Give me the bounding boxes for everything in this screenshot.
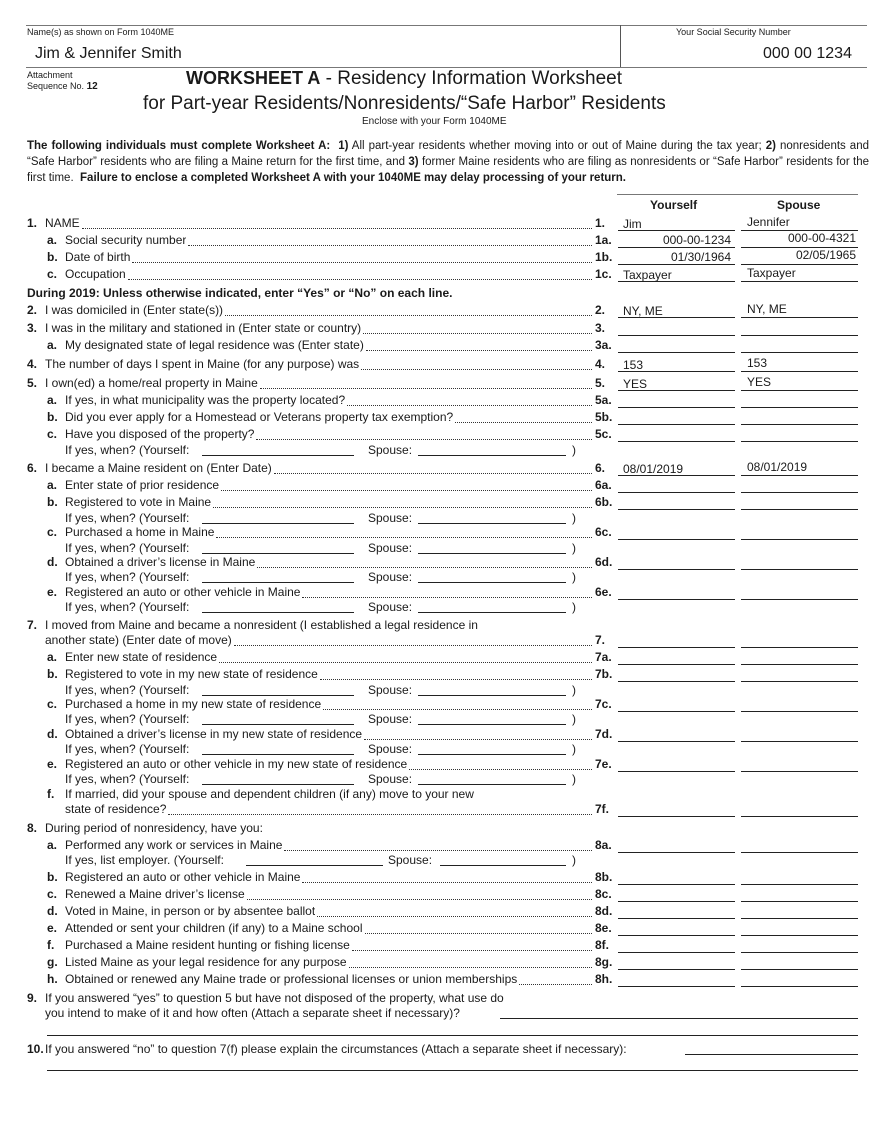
yourself-field-l6e[interactable]	[618, 599, 735, 600]
line-number-l6e: 6e.	[595, 585, 612, 599]
when-yourself-field[interactable]	[202, 784, 354, 785]
yourself-value-l1a: 000-00-1234	[662, 233, 731, 247]
line-lead-l1c: c.	[47, 267, 58, 281]
dot-leader	[260, 376, 592, 389]
line-text-l1c: Occupation	[65, 267, 126, 281]
ssn-label: Your Social Security Number	[676, 27, 791, 37]
line-lead-l8d: d.	[47, 904, 58, 918]
when-yourself-field[interactable]	[202, 754, 354, 755]
line-number-l8c: 8c.	[595, 887, 612, 901]
names-label: Name(s) as shown on Form 1040ME	[27, 27, 175, 37]
spouse-field-l6c[interactable]	[741, 539, 858, 540]
spouse-label: Spouse:	[368, 683, 413, 697]
close-paren: )	[572, 712, 576, 726]
line-number-l5a: 5a.	[595, 393, 612, 407]
line-lead-l7d: d.	[47, 727, 58, 741]
line-lead-l6c: c.	[47, 525, 58, 539]
line-lead-l8a: a.	[47, 838, 58, 852]
line10-answer-field-2[interactable]	[47, 1070, 858, 1071]
yourself-field-l7e[interactable]	[618, 771, 735, 772]
intro-t1: All part-year residents whether moving into or out of Maine during the tax year;	[348, 140, 762, 152]
when-label: If yes, when? (Yourself:	[65, 742, 190, 756]
spouse-value-l1b: 02/05/1965	[795, 248, 856, 262]
line-text-l8f: Purchased a Maine resident hunting or fishing license	[65, 938, 350, 952]
spouse-field-l7c[interactable]	[741, 711, 858, 712]
line-text-l8h: Obtained or renewed any Maine trade or professional licenses or union memberships	[65, 972, 518, 986]
dot-leader	[257, 555, 592, 568]
line-lead-l7a: a.	[47, 650, 58, 664]
spouse-value-l2: NY, ME	[747, 302, 787, 316]
dot-leader	[519, 972, 592, 985]
spouse-field-l3[interactable]	[741, 335, 858, 336]
spouse-label: Spouse:	[368, 772, 413, 786]
when-yourself-field[interactable]	[202, 582, 354, 583]
dot-leader	[213, 495, 592, 508]
spouse-value-l4: 153	[747, 356, 768, 370]
line-text-l5: I own(ed) a home/real property in Maine	[45, 376, 258, 390]
line-text-l6: I became a Maine resident on (Enter Date)	[45, 461, 272, 475]
close-paren: )	[572, 511, 576, 525]
enclose-note: Enclose with your Form 1040ME	[362, 116, 507, 127]
line-number-l1c: 1c.	[595, 267, 612, 281]
when-label: If yes, when? (Yourself:	[65, 541, 190, 555]
intro-t2: nonresidents and “Safe Harbor” residents who are filing a Maine return for the first time, and	[27, 140, 869, 168]
dot-leader	[302, 585, 592, 598]
line-lead-l8g: g.	[47, 955, 58, 969]
spouse-label: Spouse:	[368, 600, 413, 614]
yourself-value-l1: Jim	[623, 217, 642, 231]
dot-leader	[361, 357, 592, 370]
sequence-label-text: Sequence No.	[27, 81, 85, 91]
when-label: If yes, when? (Yourself:	[65, 511, 190, 525]
yourself-field-l5c[interactable]	[618, 441, 735, 442]
line-number-l3a: 3a.	[595, 338, 612, 352]
when-yourself-field[interactable]	[202, 612, 354, 613]
line-lead-l2: 2.	[27, 303, 38, 317]
dot-leader	[216, 525, 592, 538]
spouse-field-l4[interactable]	[741, 371, 858, 372]
close-paren: )	[572, 600, 576, 614]
dot-leader	[284, 838, 592, 851]
line-number-l8b: 8b.	[595, 870, 613, 884]
line-text-l7f: state of residence?	[65, 802, 167, 816]
intro-n1: 1)	[338, 140, 349, 152]
dot-leader	[320, 667, 592, 680]
title-rest: - Residency Information Worksheet	[320, 68, 623, 89]
spouse-field-l3a[interactable]	[741, 352, 858, 353]
line-lead-l4: 4.	[27, 357, 38, 371]
line7-text-part1: I moved from Maine and became a nonresident (I established a legal residence in	[45, 618, 478, 632]
line10-answer-field[interactable]	[685, 1054, 858, 1055]
line9-text-part1: If you answered “yes” to question 5 but have not disposed of the property, what use do	[45, 991, 504, 1005]
yourself-value-l4: 153	[623, 358, 644, 372]
when-yourself-field[interactable]	[246, 865, 383, 866]
line-text-l3a: My designated state of legal residence was (Enter state)	[65, 338, 364, 352]
dot-leader	[349, 955, 593, 968]
line-number-l2: 2.	[595, 303, 606, 317]
spouse-field-l7a[interactable]	[741, 664, 858, 665]
line-number-l7b: 7b.	[595, 667, 613, 681]
line-number-l6d: 6d.	[595, 555, 613, 569]
spouse-label: Spouse:	[368, 443, 413, 457]
yourself-field-l8h[interactable]	[618, 986, 735, 987]
dot-leader	[317, 904, 592, 917]
line-text-l8b: Registered an auto or other vehicle in Maine	[65, 870, 301, 884]
line-number-l5c: 5c.	[595, 427, 612, 441]
line-lead-l8b: b.	[47, 870, 58, 884]
yourself-value-l1c: Taxpayer	[623, 268, 672, 282]
line-number-l6c: 6c.	[595, 525, 612, 539]
spouse-field-l7f[interactable]	[741, 816, 858, 817]
yourself-field-l8b[interactable]	[618, 884, 735, 885]
line-lead-l7c: c.	[47, 697, 58, 711]
line-text-l7a: Enter new state of residence	[65, 650, 218, 664]
yourself-field-l8a[interactable]	[618, 852, 735, 853]
dot-leader	[132, 250, 592, 263]
yourself-field-l8e[interactable]	[618, 935, 735, 936]
line-number-l7: 7.	[595, 633, 606, 647]
dot-leader	[221, 478, 592, 491]
spouse-field-l7d[interactable]	[741, 741, 858, 742]
yourself-field-l8c[interactable]	[618, 901, 735, 902]
close-paren: )	[572, 742, 576, 756]
line-number-l7c: 7c.	[595, 697, 612, 711]
line-text-l6b: Registered to vote in Maine	[65, 495, 212, 509]
yourself-field-l7d[interactable]	[618, 741, 735, 742]
spouse-field-l6a[interactable]	[741, 492, 858, 493]
line-text-l7b: Registered to vote in my new state of residence	[65, 667, 318, 681]
intro-n3: 3)	[408, 156, 419, 168]
close-paren: )	[572, 443, 576, 457]
spouse-value-l1a: 000-00-4321	[787, 231, 856, 245]
line-number-l8g: 8g.	[595, 955, 613, 969]
line-text-l8d: Voted in Maine, in person or by absentee ballot	[65, 904, 316, 918]
spouse-field-l8h[interactable]	[741, 986, 858, 987]
when-label: If yes, when? (Yourself:	[65, 600, 190, 614]
dot-leader	[455, 410, 592, 423]
yourself-field-l5a[interactable]	[618, 407, 735, 408]
yourself-field-l3[interactable]	[618, 335, 735, 336]
line-text-l2: I was domiciled in (Enter state(s))	[45, 303, 224, 317]
spouse-field-l8c[interactable]	[741, 901, 858, 902]
intro-n2: 2)	[765, 140, 776, 152]
line-lead-l7: 7.	[27, 618, 38, 632]
ssn-field[interactable]: 000 00 1234	[763, 45, 852, 62]
line-lead-l8f: f.	[47, 938, 55, 952]
dot-leader	[219, 650, 592, 663]
close-paren: )	[572, 683, 576, 697]
intro-bold: The following individuals must complete Worksheet A:	[27, 140, 331, 152]
when-spouse-field[interactable]	[418, 695, 566, 696]
when-spouse-field[interactable]	[418, 523, 566, 524]
when-yourself-field[interactable]	[202, 695, 354, 696]
column-spouse: Spouse	[777, 198, 821, 212]
dot-leader	[347, 393, 592, 406]
line-number-l4: 4.	[595, 357, 606, 371]
intro-t3: former Maine residents who are filing as nonresidents or “Safe Harbor” residents for the first time.	[27, 156, 869, 184]
line-lead-l9: 9.	[27, 991, 38, 1005]
when-label: If yes, when? (Yourself:	[65, 683, 190, 697]
spouse-field-l6e[interactable]	[741, 599, 858, 600]
line-number-l6a: 6a.	[595, 478, 612, 492]
line-lead-l6d: d.	[47, 555, 58, 569]
line-lead-l5: 5.	[27, 376, 38, 390]
line-text-l8g: Listed Maine as your legal residence for any purpose	[65, 955, 347, 969]
spouse-label: Spouse:	[368, 570, 413, 584]
line-text-l1a: Social security number	[65, 233, 187, 247]
close-paren: )	[572, 541, 576, 555]
yourself-field-l6c[interactable]	[618, 539, 735, 540]
when-label: If yes, when? (Yourself:	[65, 712, 190, 726]
spouse-field-l6[interactable]	[741, 475, 858, 476]
yourself-value-l2: NY, ME	[623, 304, 663, 318]
line-text-l5c: Have you disposed of the property?	[65, 427, 255, 441]
line-lead-l5c: c.	[47, 427, 58, 441]
spouse-field-l5c[interactable]	[741, 441, 858, 442]
dot-leader	[363, 321, 592, 334]
line-number-l6b: 6b.	[595, 495, 613, 509]
line-text-l5a: If yes, in what municipality was the property located?	[65, 393, 346, 407]
line-text-l3: I was in the military and stationed in (Enter state or country)	[45, 321, 362, 335]
dot-leader	[365, 921, 593, 934]
yourself-value-l1b: 01/30/1964	[670, 250, 731, 264]
line9-answer-field[interactable]	[500, 1018, 858, 1019]
line10-text: If you answered “no” to question 7(f) please explain the circumstances (Attach a separate sheet if necessary):	[45, 1042, 627, 1056]
dot-leader	[364, 727, 592, 740]
line-lead-l8h: h.	[47, 972, 58, 986]
spouse-field-l7b[interactable]	[741, 681, 858, 682]
close-paren: )	[572, 772, 576, 786]
yourself-field-l6d[interactable]	[618, 569, 735, 570]
line-number-l8d: 8d.	[595, 904, 613, 918]
spouse-value-l1: Jennifer	[747, 215, 790, 229]
line-number-l6: 6.	[595, 461, 606, 475]
line-lead-l6e: e.	[47, 585, 58, 599]
dot-leader	[82, 216, 592, 229]
line-number-l7d: 7d.	[595, 727, 613, 741]
line-number-l7f: 7f.	[595, 802, 610, 816]
spouse-field-l8a[interactable]	[741, 852, 858, 853]
sequence-label	[27, 81, 98, 92]
yourself-value-l5: YES	[623, 377, 648, 391]
line-lead-l10: 10.	[27, 1042, 44, 1056]
line-lead-l7b: b.	[47, 667, 58, 681]
when-label: If yes, when? (Yourself:	[65, 570, 190, 584]
spouse-value-l6: 08/01/2019	[747, 460, 808, 474]
spouse-field-l1c[interactable]	[741, 281, 858, 282]
line-text-l7c: Purchased a home in my new state of residence	[65, 697, 322, 711]
dot-leader	[225, 303, 592, 316]
line-number-l1: 1.	[595, 216, 606, 230]
spouse-field-l5a[interactable]	[741, 407, 858, 408]
dot-leader	[366, 338, 592, 351]
line8-heading: During period of nonresidency, have you:	[45, 821, 263, 835]
when-label: If yes, list employer. (Yourself:	[65, 853, 224, 867]
line9-answer-field-2[interactable]	[47, 1035, 858, 1036]
line-lead-l7e: e.	[47, 757, 58, 771]
dot-leader	[188, 233, 592, 246]
yourself-field-l6a[interactable]	[618, 492, 735, 493]
when-spouse-field[interactable]	[418, 754, 566, 755]
line-lead-l5a: a.	[47, 393, 58, 407]
dot-leader	[409, 757, 592, 770]
line-lead-l3a: a.	[47, 338, 58, 352]
spouse-label: Spouse:	[368, 712, 413, 726]
title-bold: WORKSHEET A	[186, 68, 321, 88]
line-text-l6e: Registered an auto or other vehicle in Maine	[65, 585, 301, 599]
when-spouse-field[interactable]	[418, 455, 566, 456]
names-field[interactable]: Jim & Jennifer Smith	[35, 45, 182, 62]
line-number-l1a: 1a.	[595, 233, 612, 247]
dot-leader	[256, 427, 592, 440]
worksheet-title	[186, 68, 622, 90]
close-paren: )	[572, 853, 576, 867]
when-yourself-field[interactable]	[202, 724, 354, 725]
line-lead-l1: 1.	[27, 216, 38, 230]
spouse-field-l8d[interactable]	[741, 918, 858, 919]
attachment-label: Attachment	[27, 70, 73, 80]
dot-leader	[128, 267, 592, 280]
line-text-l8c: Renewed a Maine driver’s license	[65, 887, 245, 901]
when-spouse-field[interactable]	[418, 724, 566, 725]
line-lead-l1a: a.	[47, 233, 58, 247]
when-spouse-field[interactable]	[418, 553, 566, 554]
line-lead-l6b: b.	[47, 495, 58, 509]
yourself-field-l3a[interactable]	[618, 352, 735, 353]
line-lead-l8e: e.	[47, 921, 58, 935]
line-text-l8e: Attended or sent your children (if any) to a Maine school	[65, 921, 363, 935]
when-spouse-field[interactable]	[440, 865, 566, 866]
line-text-l7e: Registered an auto or other vehicle in my new state of residence	[65, 757, 408, 771]
line-text-l1: NAME	[45, 216, 80, 230]
spouse-value-l1c: Taxpayer	[747, 266, 796, 280]
line-lead-l1b: b.	[47, 250, 58, 264]
line-text-l7d: Obtained a driver’s license in my new state of residence	[65, 727, 363, 741]
intro-warning: Failure to enclose a completed Worksheet A with your 1040ME may delay processing of your return.	[80, 172, 627, 184]
dot-leader	[247, 887, 592, 900]
line-lead-l7f: f.	[47, 787, 55, 801]
spouse-field-l7e[interactable]	[741, 771, 858, 772]
spouse-label: Spouse:	[368, 511, 413, 525]
dot-leader	[234, 633, 592, 646]
spouse-field-l6b[interactable]	[741, 509, 858, 510]
line-lead-l3: 3.	[27, 321, 38, 335]
spouse-field-l8f[interactable]	[741, 952, 858, 953]
yourself-field-l7c[interactable]	[618, 711, 735, 712]
yourself-field-l8d[interactable]	[618, 918, 735, 919]
spouse-label: Spouse:	[368, 742, 413, 756]
column-yourself: Yourself	[650, 198, 698, 212]
line-number-l1b: 1b.	[595, 250, 613, 264]
when-spouse-field[interactable]	[418, 612, 566, 613]
spouse-field-l2[interactable]	[741, 317, 858, 318]
dot-leader	[302, 870, 592, 883]
close-paren: )	[572, 570, 576, 584]
line-number-l8f: 8f.	[595, 938, 610, 952]
line-lead-l8c: c.	[47, 887, 58, 901]
when-spouse-field[interactable]	[418, 784, 566, 785]
line-number-l8h: 8h.	[595, 972, 613, 986]
worksheet-title-line2: for Part-year Residents/Nonresidents/“Safe Harbor” Residents	[143, 93, 666, 114]
line-number-l8e: 8e.	[595, 921, 612, 935]
line-lead-l5b: b.	[47, 410, 58, 424]
yourself-field-l7a[interactable]	[618, 664, 735, 665]
yourself-field-l7b[interactable]	[618, 681, 735, 682]
line-text-l6c: Purchased a home in Maine	[65, 525, 215, 539]
line-text-l5b: Did you ever apply for a Homestead or Veterans property tax exemption?	[65, 410, 454, 424]
spouse-field-l5[interactable]	[741, 390, 858, 391]
line-number-l3: 3.	[595, 321, 606, 335]
sequence-number: 12	[86, 81, 98, 92]
yourself-field-l6b[interactable]	[618, 509, 735, 510]
yourself-field-l7[interactable]	[618, 647, 735, 648]
line9-text-part2: you intend to make of it and how often (Attach a separate sheet if necessary)?	[45, 1006, 460, 1020]
line-number-l5b: 5b.	[595, 410, 613, 424]
spouse-field-l5b[interactable]	[741, 424, 858, 425]
spouse-field-l6d[interactable]	[741, 569, 858, 570]
line7f-text-part1: If married, did your spouse and dependent children (if any) move to your new	[65, 787, 474, 801]
when-label: If yes, when? (Yourself:	[65, 443, 190, 457]
line-text-l1b: Date of birth	[65, 250, 131, 264]
spouse-field-l1b[interactable]	[741, 264, 858, 265]
when-label: If yes, when? (Yourself:	[65, 772, 190, 786]
spouse-field-l8b[interactable]	[741, 884, 858, 885]
yourself-field-l8g[interactable]	[618, 969, 735, 970]
line-number-l5: 5.	[595, 376, 606, 390]
when-yourself-field[interactable]	[202, 523, 354, 524]
line-number-l7e: 7e.	[595, 757, 612, 771]
spouse-field-l8e[interactable]	[741, 935, 858, 936]
spouse-label: Spouse:	[388, 853, 433, 867]
line-number-l8a: 8a.	[595, 838, 612, 852]
spouse-field-l8g[interactable]	[741, 969, 858, 970]
line-lead-l6: 6.	[27, 461, 38, 475]
yourself-field-l5b[interactable]	[618, 424, 735, 425]
line-number-l7a: 7a.	[595, 650, 612, 664]
dot-leader	[323, 697, 592, 710]
yourself-value-l6: 08/01/2019	[623, 462, 684, 476]
yourself-field-l8f[interactable]	[618, 952, 735, 953]
dot-leader	[168, 802, 592, 815]
yourself-field-l7f[interactable]	[618, 816, 735, 817]
spouse-label: Spouse:	[368, 541, 413, 555]
dot-leader	[352, 938, 592, 951]
spouse-value-l5: YES	[747, 375, 772, 389]
when-yourself-field[interactable]	[202, 553, 354, 554]
spouse-field-l7[interactable]	[741, 647, 858, 648]
when-spouse-field[interactable]	[418, 582, 566, 583]
dot-leader	[274, 461, 592, 474]
line-lead-l6a: a.	[47, 478, 58, 492]
line-lead-l8: 8.	[27, 821, 38, 835]
line-text-l6d: Obtained a driver’s license in Maine	[65, 555, 256, 569]
line-text-l7: another state) (Enter date of move)	[45, 633, 232, 647]
when-yourself-field[interactable]	[202, 455, 354, 456]
yourself-field-l1a[interactable]	[618, 247, 735, 248]
line-text-l8a: Performed any work or services in Maine	[65, 838, 283, 852]
intro-paragraph	[27, 138, 869, 186]
during-2019-instruction: During 2019: Unless otherwise indicated, enter “Yes” or “No” on each line.	[27, 286, 453, 300]
line-text-l6a: Enter state of prior residence	[65, 478, 220, 492]
line-text-l4: The number of days I spent in Maine (for any purpose) was	[45, 357, 360, 371]
yourself-field-l1b[interactable]	[618, 264, 735, 265]
